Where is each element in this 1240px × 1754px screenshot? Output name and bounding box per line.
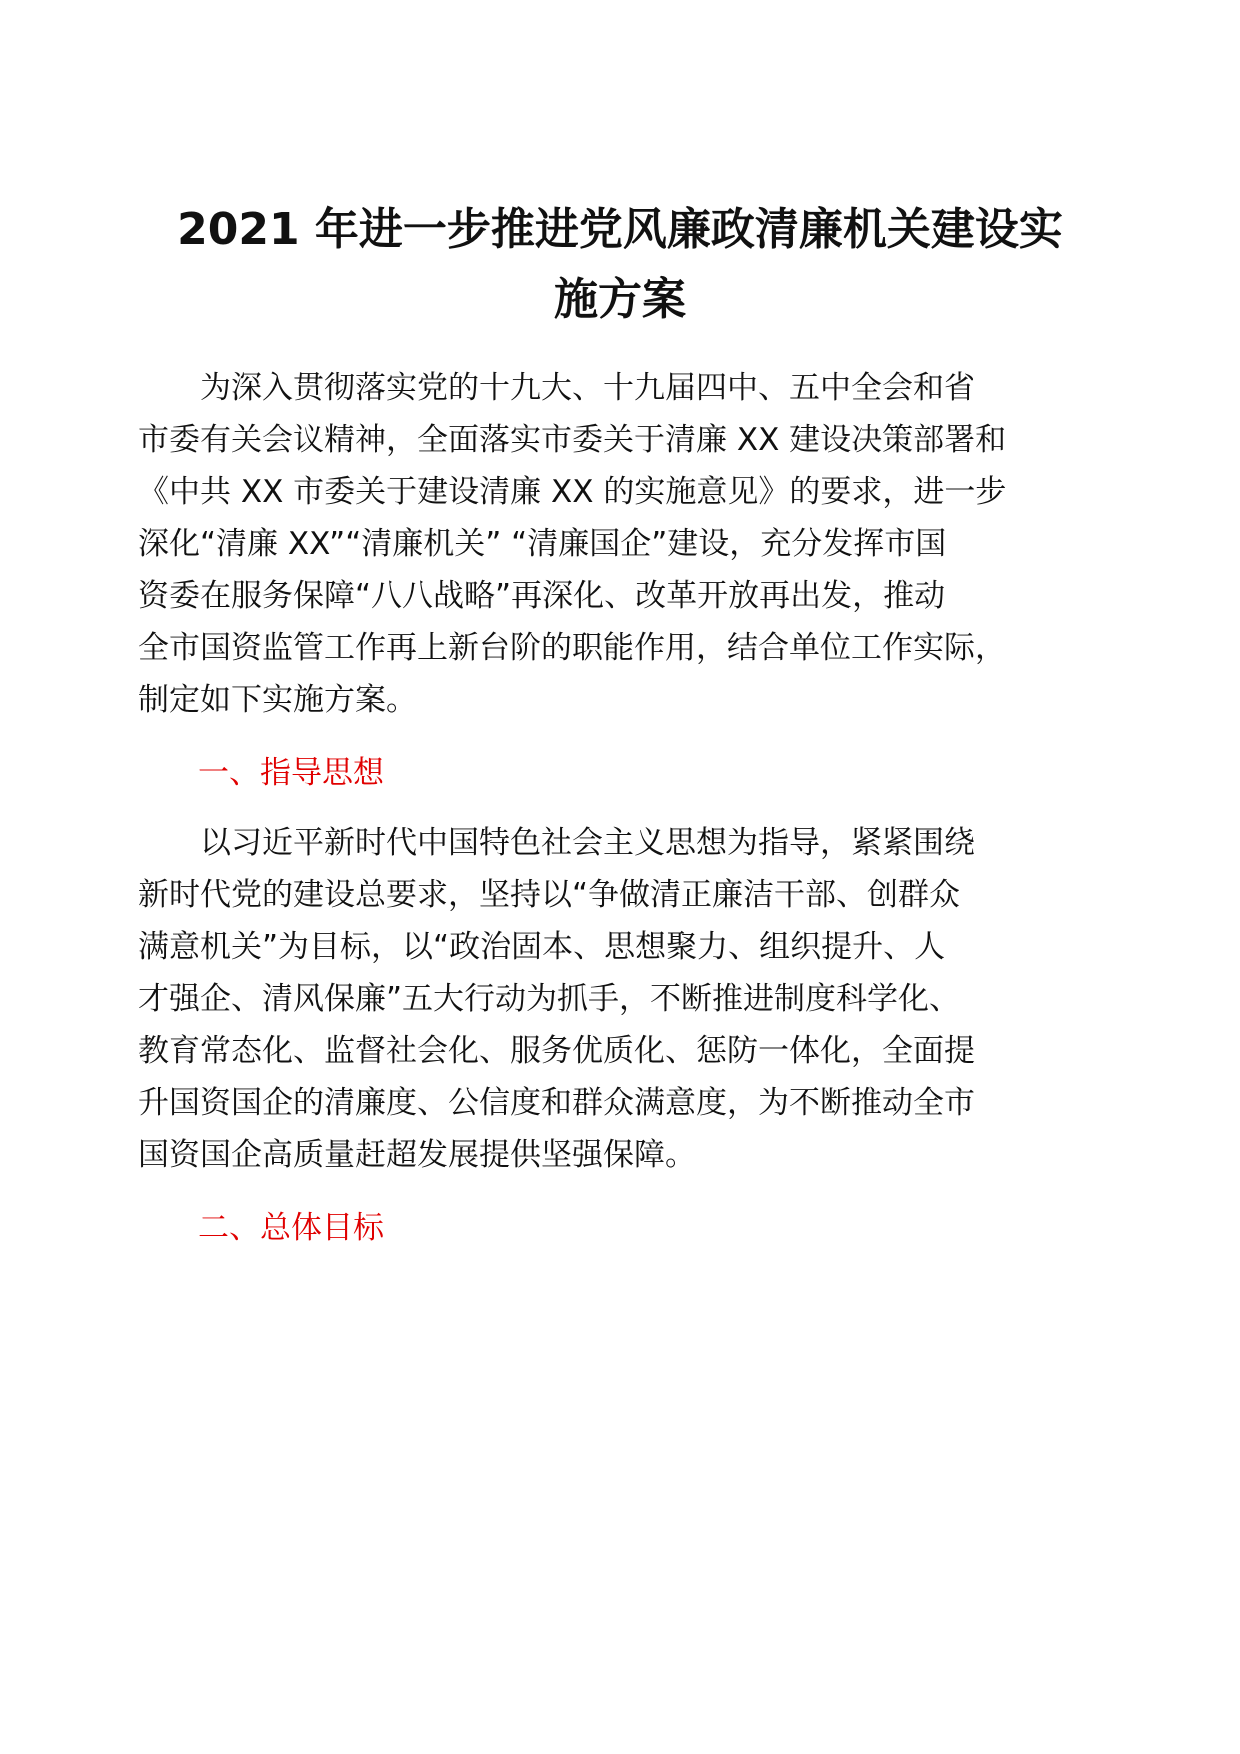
intro-line: 全市国资监管工作再上新台阶的职能作用，结合单位工作实际， xyxy=(138,630,1006,666)
section-heading-overall-goals: 二、总体目标 xyxy=(198,1210,384,1246)
section1-line: 国资国企高质量赶超发展提供坚强保障。 xyxy=(138,1137,696,1173)
document-title-line-1: 2021 年进一步推进党风廉政清廉机关建设实 xyxy=(177,204,1063,255)
intro-line: 市委有关会议精神，全面落实市委关于清廉 XX 建设决策部署和 xyxy=(138,422,1007,458)
section1-line: 新时代党的建设总要求，坚持以“争做清正廉洁干部、创群众 xyxy=(138,877,961,913)
section1-line: 才强企、清风保廉”五大行动为抓手，不断推进制度科学化、 xyxy=(138,981,961,1017)
intro-line: 深化“清廉 XX”“清廉机关” “清廉国企”建设，充分发挥市国 xyxy=(138,526,947,562)
section1-line: 以习近平新时代中国特色社会主义思想为指导，紧紧围绕 xyxy=(138,825,975,861)
section1-line: 满意机关”为目标，以“政治固本、思想聚力、组织提升、人 xyxy=(138,929,946,965)
section1-line: 教育常态化、监督社会化、服务优质化、惩防一体化，全面提 xyxy=(138,1033,975,1069)
section1-line: 升国资国企的清廉度、公信度和群众满意度，为不断推动全市 xyxy=(138,1085,975,1121)
intro-line: 为深入贯彻落实党的十九大、十九届四中、五中全会和省 xyxy=(138,370,975,406)
document-title-line-2: 施方案 xyxy=(554,274,686,325)
section-heading-guiding-ideology: 一、指导思想 xyxy=(198,755,384,791)
intro-line: 《中共 XX 市委关于建设清廉 XX 的实施意见》的要求，进一步 xyxy=(138,474,1007,510)
intro-line: 资委在服务保障“八八战略”再深化、改革开放再出发，推动 xyxy=(138,578,946,614)
intro-line: 制定如下实施方案。 xyxy=(138,682,417,718)
